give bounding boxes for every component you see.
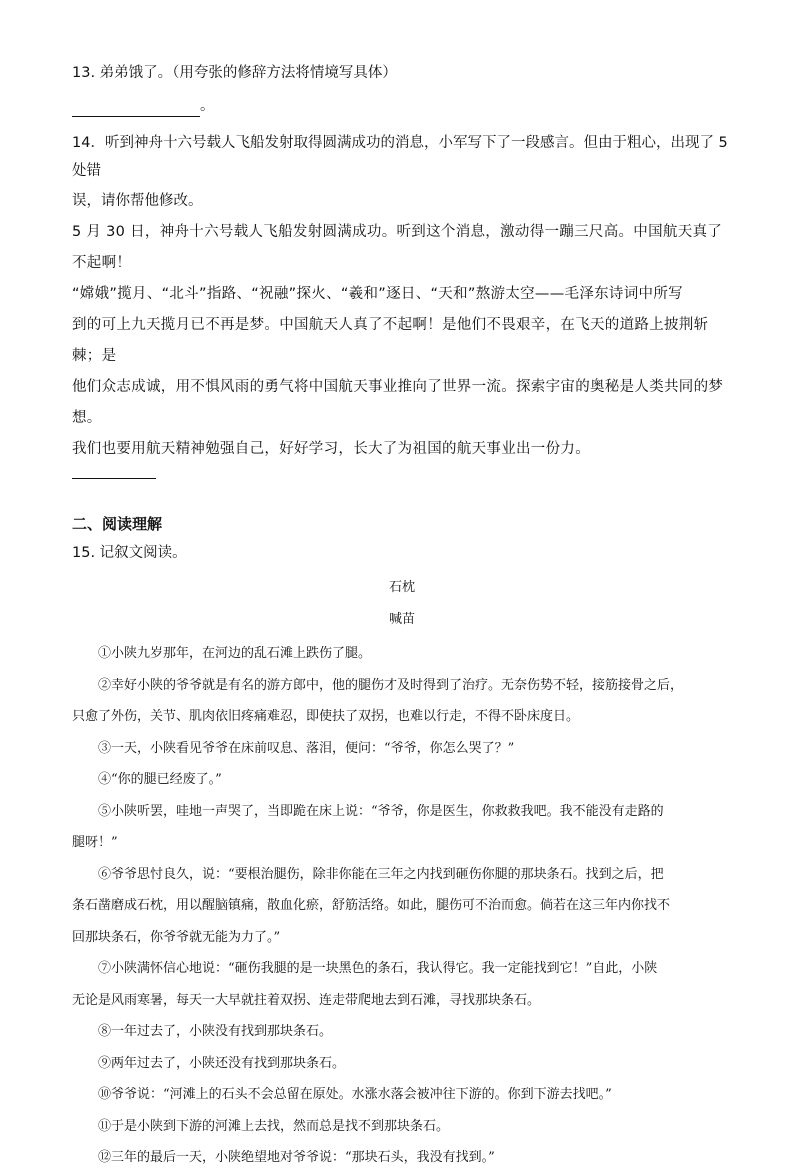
document-page	[72, 62, 732, 1174]
q14-passage-line: 他们众志成诚，用不惧风雨的勇气将中国航天事业推向了世界一流。探索宇宙的奥秘是人类共同的梦想。	[72, 379, 724, 426]
question-13: 13. 弟弟饿了。（用夸张的修辞方法将情境写具体）	[72, 65, 397, 81]
story-paragraph-continuation: 条石凿磨成石枕，用以醒脑镇痛，散血化瘀，舒筋活络。如此，腿伤可不治而愈。倘若在这三年内你找不	[72, 898, 671, 913]
answer-blank[interactable]	[72, 477, 156, 479]
story-author: 喊苗	[388, 612, 415, 627]
story-paragraph: ⑥爷爷思忖良久，说：“要根治腿伤，除非你能在三年之内找到砸伤你腿的那块条石。找到之后，把	[98, 866, 664, 882]
story-paragraph-continuation: 腿呀！”	[72, 835, 118, 850]
answer-line-14	[72, 465, 732, 491]
story-passage	[72, 578, 732, 1174]
story-paragraph-continuation: 只愈了外伤，关节、肌肉依旧疼痛难忍，即使扶了双拐，也难以行走，不得不卧床度日。	[72, 709, 580, 724]
story-paragraph: ⑧一年过去了，小陕没有找到那块条石。	[98, 1024, 333, 1039]
story-paragraph: ⑨两年过去了，小陕还没有找到那块条石。	[98, 1055, 346, 1071]
q14-passage-line: 到的可上九天揽月已不再是梦。中国航天人真了不起啊！是他们不畏艰辛，在飞天的道路上披荆斩棘；是	[72, 317, 709, 364]
question-14	[72, 129, 732, 465]
question-15: 15. 记叙文阅读。	[72, 545, 187, 561]
story-paragraph: ①小陕九岁那年，在河边的乱石滩上跌伤了腿。	[98, 646, 372, 661]
story-paragraph: ⑪于是小陕到下游的河滩上去找，然而总是找不到那块条石。	[98, 1118, 450, 1134]
story-paragraph: ③一天，小陕看见爷爷在床前叹息、落泪，便问：“爷爷，你怎么哭了？”	[98, 740, 515, 756]
answer-blank-suffix: 。	[200, 98, 215, 114]
story-paragraph: ④“你的腿已经废了。”	[98, 772, 222, 787]
story-paragraph-continuation: 无论是风雨寒暑，每天一大早就拄着双拐、连走带爬地去到石滩，寻找那块条石。	[72, 992, 541, 1008]
answer-blank-row-13	[72, 95, 732, 117]
story-paragraph: ⑩爷爷说：“河滩上的石头不会总留在原处。水涨水落会被冲往下游的。你到下游去找吧。”	[98, 1087, 612, 1102]
story-paragraph: ⑤小陕听罢，哇地一声哭了，当即跪在床上说：“爷爷，你是医生，你救救我吧。我不能没有走路的	[98, 803, 664, 819]
section-title-reading: 二、阅读理解	[72, 515, 163, 533]
story-paragraph: ②幸好小陕的爷爷就是有名的游方郎中，他的腿伤才及时得到了治疗。无奈伤势不轻，接筋接骨之后，	[98, 677, 684, 693]
question-14-prompt-line-1: 14．听到神舟十六号载人飞船发射取得圆满成功的消息，小军写下了一段感言。但由于粗心，出现了 5 处错	[72, 135, 728, 179]
answer-blank[interactable]	[72, 102, 200, 117]
story-paragraph: ⑫三年的最后一天，小陕绝望地对爷爷说：“那块石头，我没有找到。”	[98, 1150, 495, 1165]
story-paragraph: ⑦小陕满怀信心地说：“砸伤我腿的是一块黑色的条石，我认得它。我一定能找到它！”自此，小陕	[98, 961, 658, 976]
q14-passage-line: “嫦娥”揽月、“北斗”指路、“祝融”探火、“羲和”逐日、“天和”熬游太空——毛泽东诗词中所写	[72, 286, 683, 302]
q14-passage-line: 5 月 30 日，神舟十六号载人飞船发射圆满成功。听到这个消息，激动得一蹦三尺高。中国航天真了不起啊！	[72, 224, 723, 271]
story-paragraph-continuation: 回那块条石，你爷爷就无能为力了。”	[72, 929, 281, 945]
question-14-prompt-line-2: 误，请你帮他修改。	[72, 193, 203, 209]
q14-passage-line: 我们也要用航天精神勉强自己，好好学习，长大了为祖国的航天事业出一份力。	[72, 441, 590, 457]
story-title: 石枕	[388, 580, 415, 595]
